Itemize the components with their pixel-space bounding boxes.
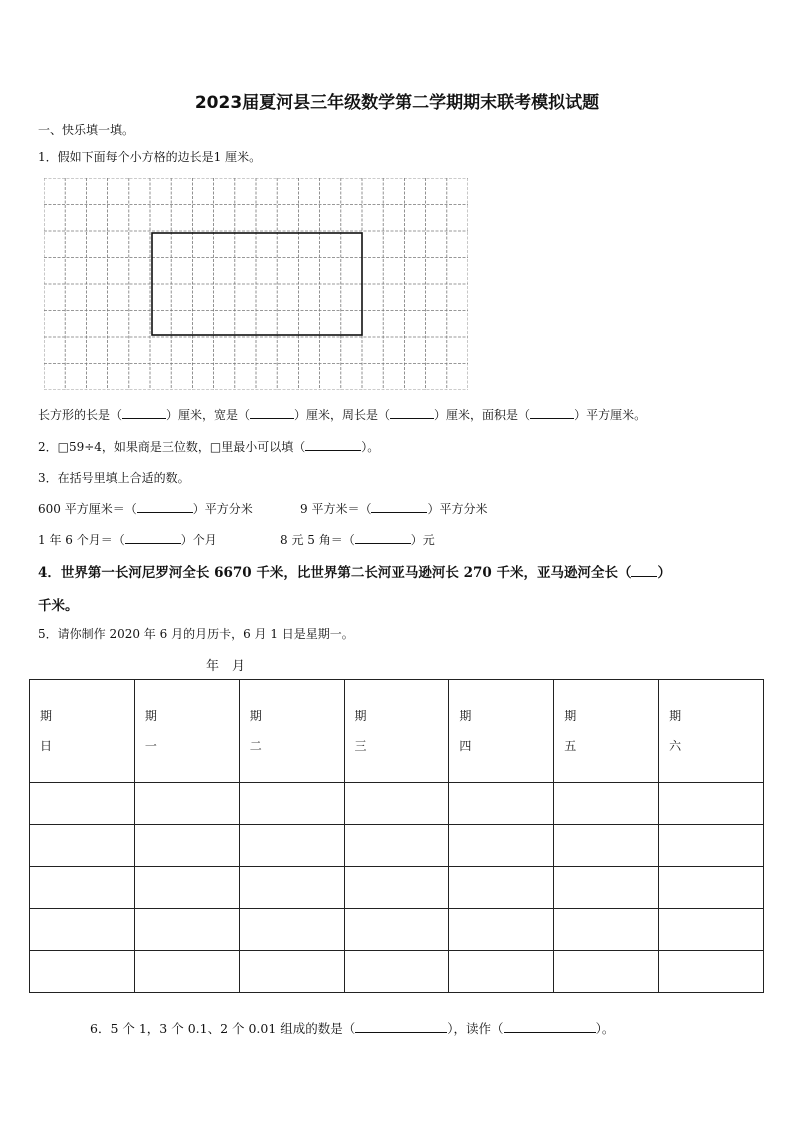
weekday-header-cell	[449, 680, 554, 783]
question-6-read-label: ），读作（	[447, 1021, 504, 1036]
calendar-cell[interactable]	[30, 951, 135, 993]
calendar-cell[interactable]	[554, 951, 659, 993]
q3-blank-d[interactable]	[355, 531, 411, 544]
weekday-header-cell	[239, 680, 344, 783]
weekday-label-top: 期	[564, 709, 577, 723]
page-title: 2023届夏河县三年级数学第二学期期末联考模拟试题	[194, 93, 600, 113]
area-blank[interactable]	[530, 406, 574, 419]
calendar-cell[interactable]	[659, 825, 764, 867]
weekday-header-cell	[134, 680, 239, 783]
q3-item-a: 600 平方厘米＝（	[38, 502, 137, 516]
q3-unit-d: ）元	[410, 533, 435, 547]
calendar-cell[interactable]	[344, 867, 449, 909]
calendar-cell[interactable]	[659, 951, 764, 993]
question-3-line-1b	[300, 500, 487, 517]
calendar-cell[interactable]	[239, 783, 344, 825]
calendar-cell[interactable]	[449, 909, 554, 951]
calendar-cell[interactable]	[449, 783, 554, 825]
q3-blank-c[interactable]	[125, 531, 181, 544]
question-2	[38, 438, 379, 455]
perimeter-blank[interactable]	[390, 406, 434, 419]
area-unit: ）平方厘米。	[574, 408, 647, 422]
width-blank[interactable]	[250, 406, 294, 419]
calendar-week-row	[30, 909, 764, 951]
weekday-label-bottom: 日	[40, 739, 53, 753]
calendar-week-row	[30, 951, 764, 993]
question-6-end: ）。	[595, 1021, 615, 1036]
weekday-label-top: 期	[144, 709, 157, 723]
question-4-close: ）	[657, 565, 671, 581]
q3-blank-b[interactable]	[371, 500, 427, 513]
calendar-cell[interactable]	[239, 909, 344, 951]
calendar-cell[interactable]	[134, 825, 239, 867]
question-2-text: 2．□59÷4，如果商是三位数，□里最小可以填（	[38, 440, 306, 454]
weekday-label-bottom: 六	[669, 739, 682, 753]
question-4-line-2: 千米。	[38, 598, 79, 614]
calendar-cell[interactable]	[659, 909, 764, 951]
question-3-line-2b	[280, 531, 435, 548]
calendar-cell[interactable]	[30, 909, 135, 951]
calendar-cell[interactable]	[344, 825, 449, 867]
question-5-prompt: 5．请你制作 2020 年 6 月的月历卡，6 月 1 日是星期一。	[38, 627, 354, 641]
question-2-blank[interactable]	[305, 438, 361, 451]
q3-unit-a: ）平方分米	[192, 502, 253, 516]
weekday-label-bottom: 三	[354, 739, 367, 753]
calendar-week-row	[30, 783, 764, 825]
question-1-answer-line	[38, 406, 646, 423]
calendar-cell[interactable]	[659, 783, 764, 825]
calendar-cell[interactable]	[134, 867, 239, 909]
q3-item-c: 1 年 6 个月＝（	[38, 533, 125, 547]
weekday-label-top: 期	[354, 709, 367, 723]
question-4-text: 4．世界第一长河尼罗河全长 6670 千米，比世界第二长河亚马逊河长 270 千米，亚马逊河全长（	[38, 565, 632, 581]
question-3-line-1	[38, 500, 253, 517]
question-6-number-blank[interactable]	[355, 1020, 447, 1033]
question-4-blank[interactable]	[631, 564, 657, 577]
calendar-cell[interactable]	[239, 825, 344, 867]
calendar-cell[interactable]	[554, 867, 659, 909]
weekday-header-cell	[554, 680, 659, 783]
section-heading: 一、快乐填一填。	[38, 123, 135, 137]
calendar-week-row	[30, 825, 764, 867]
calendar-cell[interactable]	[134, 909, 239, 951]
calendar-cell[interactable]	[30, 825, 135, 867]
calendar-cell[interactable]	[30, 783, 135, 825]
weekday-label-top: 期	[459, 709, 472, 723]
area-label: ）厘米，面积是（	[434, 408, 531, 422]
weekday-label-bottom: 一	[144, 739, 157, 753]
width-label: ）厘米，宽是（	[166, 408, 251, 422]
q3-item-b: 9 平方米＝（	[300, 502, 372, 516]
weekday-label-top: 期	[249, 709, 262, 723]
calendar-week-row	[30, 867, 764, 909]
weekday-label-top: 期	[669, 709, 682, 723]
question-2-end: ）。	[361, 440, 380, 454]
calendar-cell[interactable]	[344, 783, 449, 825]
calendar-cell[interactable]	[30, 867, 135, 909]
calendar-cell[interactable]	[449, 951, 554, 993]
calendar-cell[interactable]	[344, 909, 449, 951]
calendar-cell[interactable]	[554, 783, 659, 825]
weekday-label-bottom: 五	[564, 739, 577, 753]
length-label: 长方形的长是（	[38, 408, 123, 422]
calendar-cell[interactable]	[239, 867, 344, 909]
calendar-cell[interactable]	[134, 783, 239, 825]
weekday-header-cell	[30, 680, 135, 783]
weekday-label-bottom: 四	[459, 739, 472, 753]
q3-unit-c: ）个月	[180, 533, 217, 547]
length-blank[interactable]	[122, 406, 166, 419]
question-6	[90, 1019, 614, 1037]
calendar-header-row	[30, 680, 764, 783]
calendar-cell[interactable]	[134, 951, 239, 993]
calendar-cell[interactable]	[449, 867, 554, 909]
calendar-cell[interactable]	[239, 951, 344, 993]
weekday-label-top: 期	[40, 709, 53, 723]
q3-unit-b: ）平方分米	[427, 502, 488, 516]
weekday-label-bottom: 二	[249, 739, 262, 753]
calendar-cell[interactable]	[554, 909, 659, 951]
perimeter-label: ）厘米，周长是（	[294, 408, 391, 422]
calendar-cell[interactable]	[554, 825, 659, 867]
calendar-table	[29, 679, 764, 993]
calendar-cell[interactable]	[344, 951, 449, 993]
square-grid	[44, 178, 468, 390]
calendar-caption: 年 月	[206, 659, 246, 674]
question-3-line-2	[38, 531, 217, 548]
question-1-prompt: 1．假如下面每个小方格的边长是1 厘米。	[38, 150, 262, 164]
q3-blank-a[interactable]	[137, 500, 193, 513]
q3-item-d: 8 元 5 角＝（	[280, 533, 355, 547]
calendar-cell[interactable]	[449, 825, 554, 867]
question-6-read-blank[interactable]	[504, 1020, 596, 1033]
question-3-prompt: 3．在括号里填上合适的数。	[38, 471, 190, 485]
calendar-cell[interactable]	[659, 867, 764, 909]
question-6-text: 6．5 个 1，3 个 0.1、2 个 0.01 组成的数是（	[90, 1021, 356, 1036]
weekday-header-cell	[344, 680, 449, 783]
question-4-line-1	[38, 561, 671, 581]
weekday-header-cell	[659, 680, 764, 783]
